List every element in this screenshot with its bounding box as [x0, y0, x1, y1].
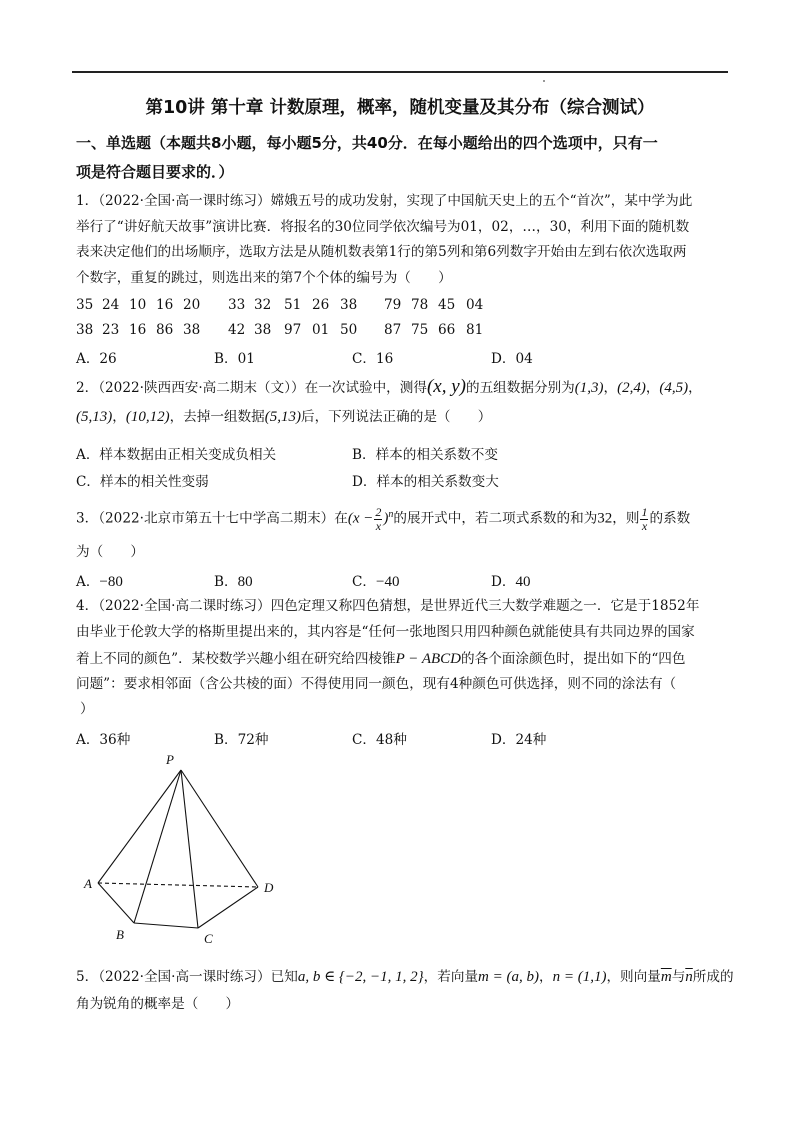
q1-text-line: 举行了“讲好航天故事”演讲比赛．将报名的30位同学依次编号为01，02，…，30，利用下面的随机数	[76, 219, 690, 235]
q2-prefix: 2．（2022·陕西西安·高二期末（文））在一次试验中，测得	[76, 380, 427, 396]
table-cell: 16	[156, 297, 174, 313]
q4-option-a: A．36种	[76, 732, 131, 748]
q3-expr-close: )	[383, 510, 389, 527]
q3-prefix: 3．（2022·北京市第五十七中学高二期末）在	[76, 510, 348, 527]
q5-text-line-1: 5．（2022·全国·高一课时练习）已知a, b ∈ {−2, −1, 1, 2}，若向量m = (a, b)，n = (1,1)，则向量$\overline{m}$与$\overline{n}$所成的	[76, 969, 734, 985]
q3-option-b: B．80	[214, 574, 253, 590]
q3-option-c: C．−40	[352, 574, 400, 590]
q2-option-d: D．样本的相关系数变大	[352, 474, 499, 490]
table-cell: 50	[340, 322, 358, 338]
q1-text-line: 1．（2022·全国·高一课时练习）嫦娥五号的成功发射，实现了中国航天史上的五个“首次”，某中学为此	[76, 193, 693, 209]
q4-option-b: B．72种	[214, 732, 269, 748]
table-cell: 32	[254, 297, 272, 313]
table-cell: 26	[312, 297, 330, 313]
q3-text-line-2: 为（ ）	[76, 544, 144, 560]
edge-PD	[181, 770, 258, 887]
table-cell: 20	[183, 297, 201, 313]
q4-text-line-3: 着上不同的颜色”．某校数学兴趣小组在研究给四棱锥P − ABCD的各个面涂颜色时，提出如下的“四色	[76, 651, 686, 667]
table-cell: 75	[411, 322, 429, 338]
vertex-label-B: B	[116, 927, 124, 942]
q2-text-line-1: 2．（2022·陕西西安·高二期末（文））在一次试验中，测得(x, y)的五组数据分别为(1,3)，(2,4)，(4,5)，	[76, 376, 702, 397]
q3-mid: 的展开式中，若二项式系数的和为	[393, 510, 598, 527]
table-cell: 86	[156, 322, 174, 338]
q3-expr-exponent: n	[388, 509, 394, 521]
table-cell: 33	[228, 297, 246, 313]
q2-option-c: C．样本的相关性变弱	[76, 474, 209, 490]
table-cell: 38	[340, 297, 358, 313]
vertex-label-D: D	[264, 880, 274, 895]
q1-text-line: 个数字，重复的跳过，则选出来的第7个个体的编号为（ ）	[76, 270, 452, 286]
q3-expr-open: (x −	[347, 510, 374, 527]
q3-text-line-1	[76, 506, 690, 532]
q2-option-a: A．样本数据由正相关变成负相关	[76, 447, 277, 463]
table-cell: 16	[129, 322, 147, 338]
edge-BC	[134, 923, 198, 928]
table-cell: 01	[312, 322, 330, 338]
q5-text-line-2: 角为锐角的概率是（ ）	[76, 996, 240, 1012]
q4-text-line: 4．（2022·全国·高二课时练习）四色定理又称四色猜想，是世界近代三大数学难题之一．它是于1852年	[76, 598, 700, 614]
table-cell: 24	[102, 297, 120, 313]
table-cell: 38	[76, 322, 94, 338]
q3-expr-fraction: $\frac{2}{x}$	[375, 505, 382, 533]
table-cell: 79	[384, 297, 402, 313]
q5-set: a, b ∈ {−2, −1, 1, 2}	[297, 969, 424, 985]
table-cell: 97	[284, 322, 302, 338]
q2-point: (5,13)	[76, 409, 113, 425]
table-cell: 51	[284, 297, 302, 313]
q2-mid: 的五组数据分别为	[465, 380, 575, 396]
q5-vector-n-def: n = (1,1)	[552, 969, 607, 985]
q3-target-fraction: $\frac{1}{x}$	[641, 505, 648, 533]
table-cell: 10	[129, 297, 147, 313]
table-cell: 42	[228, 322, 246, 338]
table-cell: 66	[438, 322, 456, 338]
q4-option-c: C．48种	[352, 732, 407, 748]
q1-option-a: A．26	[76, 351, 117, 367]
q2-point: (1,3)	[574, 380, 604, 396]
q4-text-line: 问题”：要求相邻面（含公共棱的面）不得使用同一颜色，现有4种颜色可供选择，则不同的涂法有（	[76, 676, 677, 692]
edge-PB	[134, 770, 181, 923]
q4-option-d: D．24种	[491, 732, 547, 748]
edge-AB	[98, 883, 134, 923]
q5-vector-m: $\overline{m}$	[660, 969, 672, 985]
edge-PA	[98, 770, 181, 883]
edge-AD-hidden	[98, 883, 258, 887]
q2-point: (2,4)	[617, 380, 646, 396]
table-cell: 78	[411, 297, 429, 313]
table-cell: 87	[384, 322, 402, 338]
table-cell: 35	[76, 297, 94, 313]
q2-removed-point: (5,13)	[264, 409, 301, 425]
q2-point: (10,12)	[125, 409, 170, 425]
q1-option-c: C．16	[352, 351, 394, 367]
q4-pyramid-name: P − ABCD	[395, 651, 462, 667]
q1-text-line: 表来决定他们的出场顺序，选取方法是从随机数表第1行的第5列和第6列数字开始由左到右依次选取两	[76, 244, 687, 260]
q3-option-d: D．40	[491, 574, 531, 590]
scan-dot	[543, 80, 545, 82]
table-cell: 04	[466, 297, 484, 313]
q2-line2-mid: ，去掉一组数据	[169, 409, 265, 425]
pyramid-figure	[76, 752, 296, 952]
q2-text-line-2: (5,13)，(10,12)，去掉一组数据(5,13)后，下列说法正确的是（ ）	[76, 409, 492, 425]
q2-line2-end: 后，下列说法正确的是（ ）	[301, 409, 492, 425]
table-cell: 38	[183, 322, 201, 338]
q3-mid2: ，则	[612, 510, 640, 527]
vertex-label-A: A	[84, 876, 92, 891]
q4-text-line: 由毕业于伦敦大学的格斯里提出来的，其内容是“任何一张地图只用四种颜色就能使具有共同边界的国家	[76, 624, 695, 640]
q3-end: 的系数	[649, 510, 691, 527]
table-cell: 38	[254, 322, 272, 338]
vertex-label-C: C	[204, 931, 213, 946]
section-heading-line-2: 项是符合题目要求的．）	[76, 163, 234, 181]
q2-point: (4,5)	[659, 380, 689, 396]
q5-vector-n: $\overline{n}$	[685, 969, 693, 985]
edge-PC	[181, 770, 198, 928]
q3-option-a: A．−80	[76, 574, 123, 590]
q2-option-b: B．样本的相关系数不变	[352, 447, 498, 463]
q3-sum: 32	[597, 510, 613, 527]
page-title: 第10讲 第十章 计数原理，概率，随机变量及其分布（综合测试）	[145, 98, 655, 118]
q2-xy: (x, y)	[426, 376, 466, 397]
header-rule	[72, 71, 728, 73]
section-heading-line-1: 一、单选题（本题共8小题，每小题5分，共40分．在每小题给出的四个选项中，只有一	[76, 134, 658, 152]
q1-option-d: D．04	[491, 351, 533, 367]
q1-option-b: B．01	[214, 351, 255, 367]
vertex-label-P: P	[166, 752, 174, 767]
table-cell: 81	[466, 322, 484, 338]
table-cell: 23	[102, 322, 120, 338]
edge-CD	[198, 887, 258, 928]
q4-text-line: ）	[80, 701, 94, 717]
table-cell: 45	[438, 297, 456, 313]
q5-vector-m-def: m = (a, b)	[478, 969, 539, 985]
